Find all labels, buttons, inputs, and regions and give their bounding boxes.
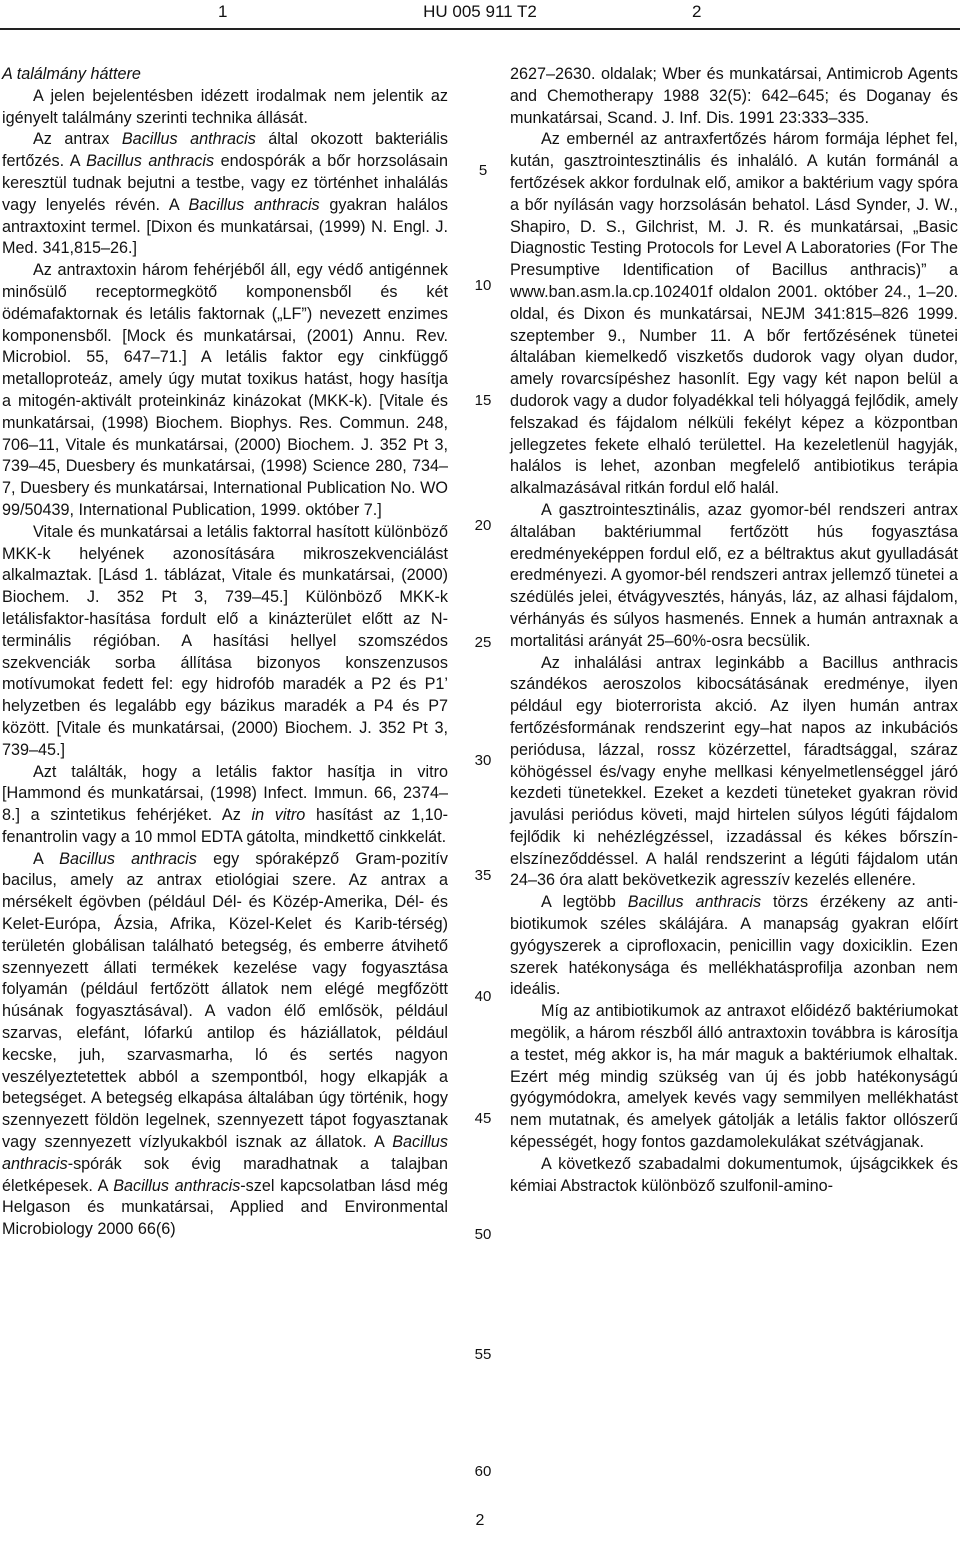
line-number: 60 <box>474 1463 492 1480</box>
left-paragraph-6: A Bacillus anthracis egy spóraképző Gram-pozitív bacilus, amely az antrax etiológiai szere. Az antrax a mérsékelt égövben (például Dél- és Közép-Amerika, Dél- és Kelet-Európa, Ázsia, Afrika, Közel-Kelet és Karib-térség) területén globálisan található betegség, és emberre átvihető szennyezett állati termékek kezelése vagy fogyasztása folyamán (például fertőzött állatok nem elégé megfőzött húsának fogyasztásával). A vadon élő emlősök, például szarvas, elefánt, lófarkú antilop és háziállatok, például kecske, juh, szarvasmarha, ló és sertés nagyon veszélyeztetettek abból a szempontból, hogy elkapják a betegséget. A betegség elkapása általában úgy történik, hogy szennyezett földön legelnek, szennyezett tápot fogyasztanak vagy szennyezett vízlyukakból isznak az állatok. A Bacillus anthracis-spórák sok évig maradhatnak a talajban életképesek. A Bacillus anthracis-szel kapcsolatban lásd még Helgason és munkatársai, Applied and Environmental Microbiology 2000 66(6) <box>2 849 448 1239</box>
line-number: 5 <box>478 162 488 179</box>
line-number: 30 <box>474 752 492 769</box>
line-number: 50 <box>474 1226 492 1243</box>
left-paragraph-1: A jelen bejelentésben idézett irodalmak nem jelentik az igényelt találmány szerinti technika állását. <box>2 86 448 127</box>
right-paragraph-3: A gasztrointesztinális, azaz gyomor-bél rendszeri antrax általában baktériummal fertőzött hús fogyasztása eredményeképpen fordul elő, ez a béltraktus akut gyulladását eredményezi. A gyomor-bél rendszeri antrax jellemző tünetei a szédülés jelei, étvágyvesztés, hányás, láz, az alhasi fájdalom, vérhányás és súlyos hasmenés. Ennek a humán antraxnak a mortalitási arányát 25–60%-osra becsülik. <box>510 500 958 650</box>
header-page-left: 1 <box>218 2 228 21</box>
header-rule <box>0 28 960 30</box>
right-paragraph-2: Az embernél az antraxfertőzés három formája léphet fel, kután, gasztrointesztinális és inhaláló. A kután formánál a fertőzések akkor fordulnak elő, amikor a baktérium vagy spóra a bőr nyílásán vagy horzsolásán behatol. Lásd Synder, J. W., Shapiro, D. S., Gilchrist, M. J. R. és munkatársai, „Basic Diagnostic Testing Protocols for Level A Laboratories (For The Presumptive Identification of Bacillus anthracis)” a www.ban.asm.la.cp.102401f oldalon 2001. október 24., 1–20. oldal, és Dixon és munkatársai, NEJM 341:815–826 1999. szeptember 9., Number 11. A bőr fertőzésének tünetei általában kiemelkedő viszketős dudorok vagy olyan dudor, amely rovarcsípéshez hasonlít. Egy vagy két napon belül a dudorok vagy a dudor folyadékkal teli hólyaggá fejlődik, amely felszakad és fájdalom nélküli fekélyt képez a központban jellegzetes fekete elhaló területtel. Ha kezeletlenül hagyják, halálos is lehet, azonban megfelelő antibiotikus terápia alkalmazásával ritkán fordul elő halál. <box>510 130 958 498</box>
line-number: 40 <box>474 988 492 1005</box>
left-paragraph-5: Azt találták, hogy a letális faktor hasítja in vitro [Hammond és munkatársai, (1998) Infect. Immun. 66, 2374–8.] a szintetikus fehérjéket. Az in vitro hasítást az 1,10-fenantrolin vagy a 10 mmol EDTA gátolta, mindkettő cinkkelát. <box>2 762 448 846</box>
line-number: 35 <box>474 867 492 884</box>
header-patent-number: HU 005 911 T2 <box>423 2 537 21</box>
right-column <box>510 64 958 1197</box>
line-number: 25 <box>474 634 492 651</box>
line-number: 15 <box>474 392 492 409</box>
right-paragraph-7: A következő szabadalmi dokumentumok, újságcikkek és kémiai Abstractok különböző szulfonil-amino- <box>510 1154 958 1195</box>
line-number: 55 <box>474 1346 492 1363</box>
line-number: 10 <box>474 277 492 294</box>
left-paragraph-2: Az antrax Bacillus anthracis által okozott bakteriális fertőzés. A Bacillus anthracis endospórák a bőr horzsolásain keresztül tudnak bejutni a testbe, vagy ez történhet inhalálás vagy lenyelés révén. A Bacillus anthracis gyakran halálos antraxtoxint termel. [Dixon és munkatársai, (1999) N. Engl. J. Med. 341,815–26.] <box>2 130 448 258</box>
right-paragraph-5: A legtöbb Bacillus anthracis törzs érzékeny az antibiotikumok széles skálájára. A manapság gyakran előírt gyógyszerek a ciprofloxacin, penicillin vagy doxiciklin. Ezen szerek hatékonysága és mellékhatásprofilja azonban nem ideális. <box>510 893 958 999</box>
footer-page-number: 2 <box>475 1512 485 1529</box>
right-paragraph-4: Az inhalálási antrax leginkább a Bacillus anthracis szándékos aeroszolos kibocsátásának eredménye, ilyen például egy bioterrorista akció. Az ilyen humán antrax fertőzésformának rendszerint egy–hat napos az inkubációs periódusa, lázzal, rossz közérzettel, fáradtsággal, száraz köhögéssel és/vagy enyhe mellkasi kényelmetlenséggel járó kezdeti tünetekkel. Ezeket a kezdeti tüneteket gyakran rövid javulási periódus követi, majd hirtelen súlyos légúti fájdalom fejlődik ki nehézlégzéssel, izzadással és kékes bőrszín-elszíneződdéssel. A halál rendszerint a légúti fájdalom után 24–36 óra alatt bekövetkezik agresszív kezelés ellenére. <box>510 653 958 890</box>
right-paragraph-1: 2627–2630. oldalak; Wber és munkatársai, Antimicrob Agents and Chemotherapy 1988 32(5): 642–645; és Doganay és munkatársai, Scand. J. Inf. Dis. 1991 23:333–335. <box>510 65 958 127</box>
left-paragraph-3: Az antraxtoxin három fehérjéből áll, egy védő antigénnek minősülő receptormegkötő komponensből és két ödémafaktornak és letális faktornak („LF”) nevezett enzimes komponensből. [Mock és munkatársai, (2001) Annu. Rev. Microbiol. 55, 647–71.] A letális faktor egy cinkfüggő metalloproteáz, amely úgy mutat toxikus hatást, hogy hasítja a mitogén-aktivált proteinkináz kinázokat (MKK-k). [Vitale és munkatársai, (1998) Biochem. Biophys. Res. Commun. 248, 706–11, Vitale és munkatársai, (2000) Biochem. J. 352 Pt 3, 739–45, Duesbery és munkatársai, (1998) Science 280, 734–7, Duesbery és munkatársai, International Publication No. WO 99/50439, International Publication, 1999. október 7.] <box>2 261 448 519</box>
left-paragraph-4: Vitale és munkatársai a letális faktorral hasított különböző MKK-k helyének azonosítására mikroszekvenciálást alkalmaztak. [Lásd 1. táblázat, Vitale és munkatársai, (2000) Biochem. J. 352 Pt 3, 739–45.] Különböző MKK-k letálisfaktor-hasítása fordult elő a kinázterület előtt az N-terminális régióban. A hasítási hellyel szomszédos szekvenciák sorba állítása bizonyos konszenzusos motívumokat fedett fel: egy hidrofób maradék a P2 és P1’ helyzetben és legalább egy bázikus maradék a P4 és P7 között. [Vitale és munkatársai, (2000) Biochem. J. 352 Pt 3, 739–45.] <box>2 522 448 759</box>
line-number: 20 <box>474 517 492 534</box>
header-page-right: 2 <box>692 2 702 21</box>
left-column <box>2 64 448 1241</box>
right-paragraph-6: Míg az antibiotikumok az antraxot előidéző baktériumokat megölik, a három részből álló antraxtoxin továbbra is károsítja a testet, még akkor is, ha már maguk a baktériumok elhaltak. Ezért még mindig szükség van új és jobb hatékonyságú gyógymódokra, amelyek kevés vagy semmilyen mellékhatást nem mutatnak, és amelyek gátolják a letális faktor ollószerű képességét, hogy fontos gazdamolekulákat szétvágjanak. <box>510 1002 958 1152</box>
page-header <box>0 0 960 28</box>
section-heading: A találmány háttere <box>2 65 141 83</box>
line-number: 45 <box>474 1110 492 1127</box>
